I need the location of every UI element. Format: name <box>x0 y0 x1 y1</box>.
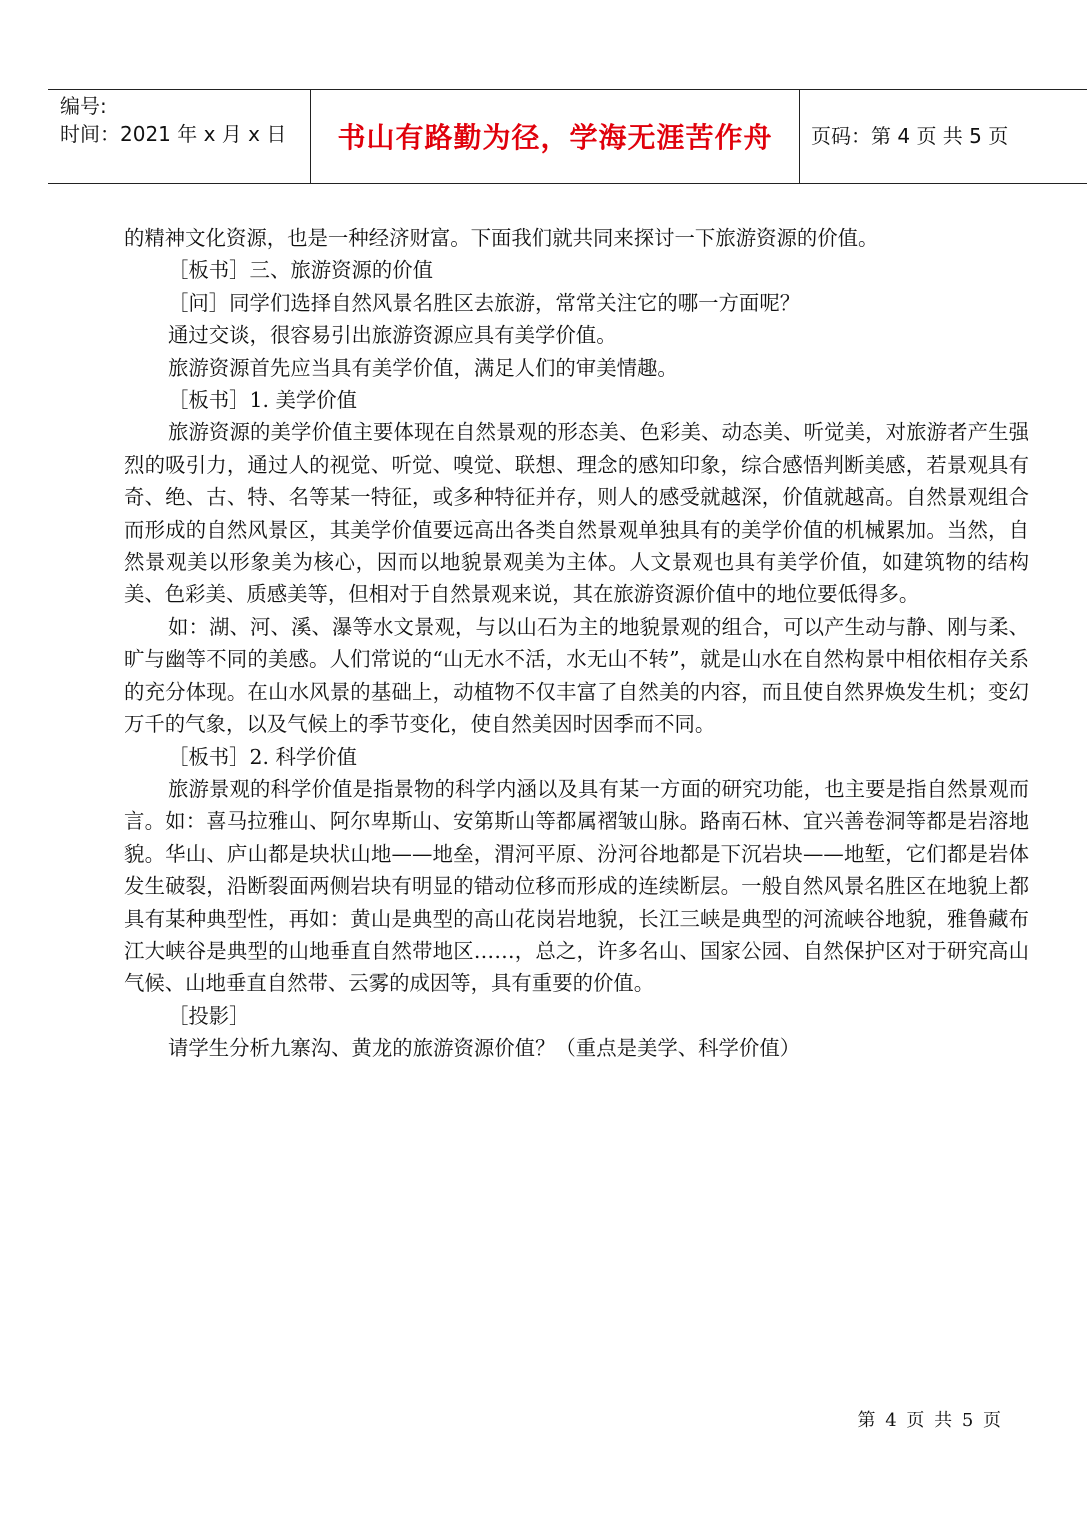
header-page-info: 页码：第 4 页 共 5 页 <box>811 124 1009 148</box>
header-page-cell <box>799 90 1087 183</box>
paragraph: 请学生分析九寨沟、黄龙的旅游资源价值？（重点是美学、科学价值） <box>168 1036 801 1061</box>
heading-aesthetic-value: ［板书］1. 美学价值 <box>168 388 358 413</box>
projection-label: ［投影］ <box>168 1003 250 1028</box>
document-date-label: 时间：2021 年 x 月 x 日 <box>60 122 287 146</box>
paragraph-continuation: 的精神文化资源，也是一种经济财富。下面我们就共同来探讨一下旅游资源的价值。 <box>124 226 879 250</box>
document-body <box>124 222 1029 1065</box>
document-number-label: 编号: <box>60 94 107 118</box>
header-info-cell <box>48 90 310 183</box>
paragraph: 如：湖、河、溪、瀑等水文景观，与以山石为主的地貌景观的组合，可以产生动与静、刚与柔、旷与幽等不同的美感。人们常说的“山无水不活，水无山不转”，就是山水在自然构景中相依相存关系的充分体现。在山水风景的基础上，动植物不仅丰富了自然美的内容，而且使自然界焕发生机；变幻万千的气象，以及气候上的季节变化，使自然美因时因季而不同。 <box>124 614 1029 737</box>
question-paragraph: ［问］同学们选择自然风景名胜区去旅游，常常关注它的哪一方面呢？ <box>168 290 801 315</box>
header-motto: 书山有路勤为径，学海无涯苦作舟 <box>337 121 773 154</box>
paragraph: 旅游景观的科学价值是指景物的科学内涵以及具有某一方面的研究功能，也主要是指自然景观而言。如：喜马拉雅山、阿尔卑斯山、安第斯山等都属褶皱山脉。路南石林、宜兴善卷洞等都是岩溶地貌。华山、庐山都是块状山地——地垒，渭河平原、汾河谷地都是下沉岩块——地堑，它们都是岩体发生破裂，沿断裂面两侧岩块有明显的错动位移而形成的连续断层。一般自然风景名胜区在地貌上都具有某种典型性，再如：黄山是典型的高山花岗岩地貌，长江三峡是典型的河流峡谷地貌，雅鲁藏布江大峡谷是典型的山地垂直自然带地区……，总之，许多名山、国家公园、自然保护区对于研究高山气候、山地垂直自然带、云雾的成因等，具有重要的价值。 <box>124 776 1029 996</box>
paragraph: 通过交谈，很容易引出旅游资源应具有美学价值。 <box>168 323 617 348</box>
header-motto-cell <box>310 90 800 183</box>
heading-scientific-value: ［板书］2. 科学价值 <box>168 744 358 769</box>
paragraph: 旅游资源的美学价值主要体现在自然景观的形态美、色彩美、动态美、听觉美，对旅游者产生强烈的吸引力，通过人的视觉、听觉、嗅觉、联想、理念的感知印象，综合感悟判断美感，若景观具有奇、绝、古、特、名等某一特征，或多种特征并存，则人的感受就越深，价值就越高。自然景观组合而形成的自然风景区，其美学价值要远高出各类自然景观单独具有的美学价值的机械累加。当然，自然景观美以形象美为核心，因而以地貌景观美为主体。人文景观也具有美学价值，如建筑物的结构美、色彩美、质感美等，但相对于自然景观来说，其在旅游资源价值中的地位要低得多。 <box>124 420 1029 607</box>
page-footer: 第 4 页 共 5 页 <box>857 1410 1003 1431</box>
heading-value-of-resources: ［板书］三、旅游资源的价值 <box>168 258 434 283</box>
page-header <box>48 89 1087 184</box>
paragraph: 旅游资源首先应当具有美学价值，满足人们的审美情趣。 <box>168 355 678 380</box>
